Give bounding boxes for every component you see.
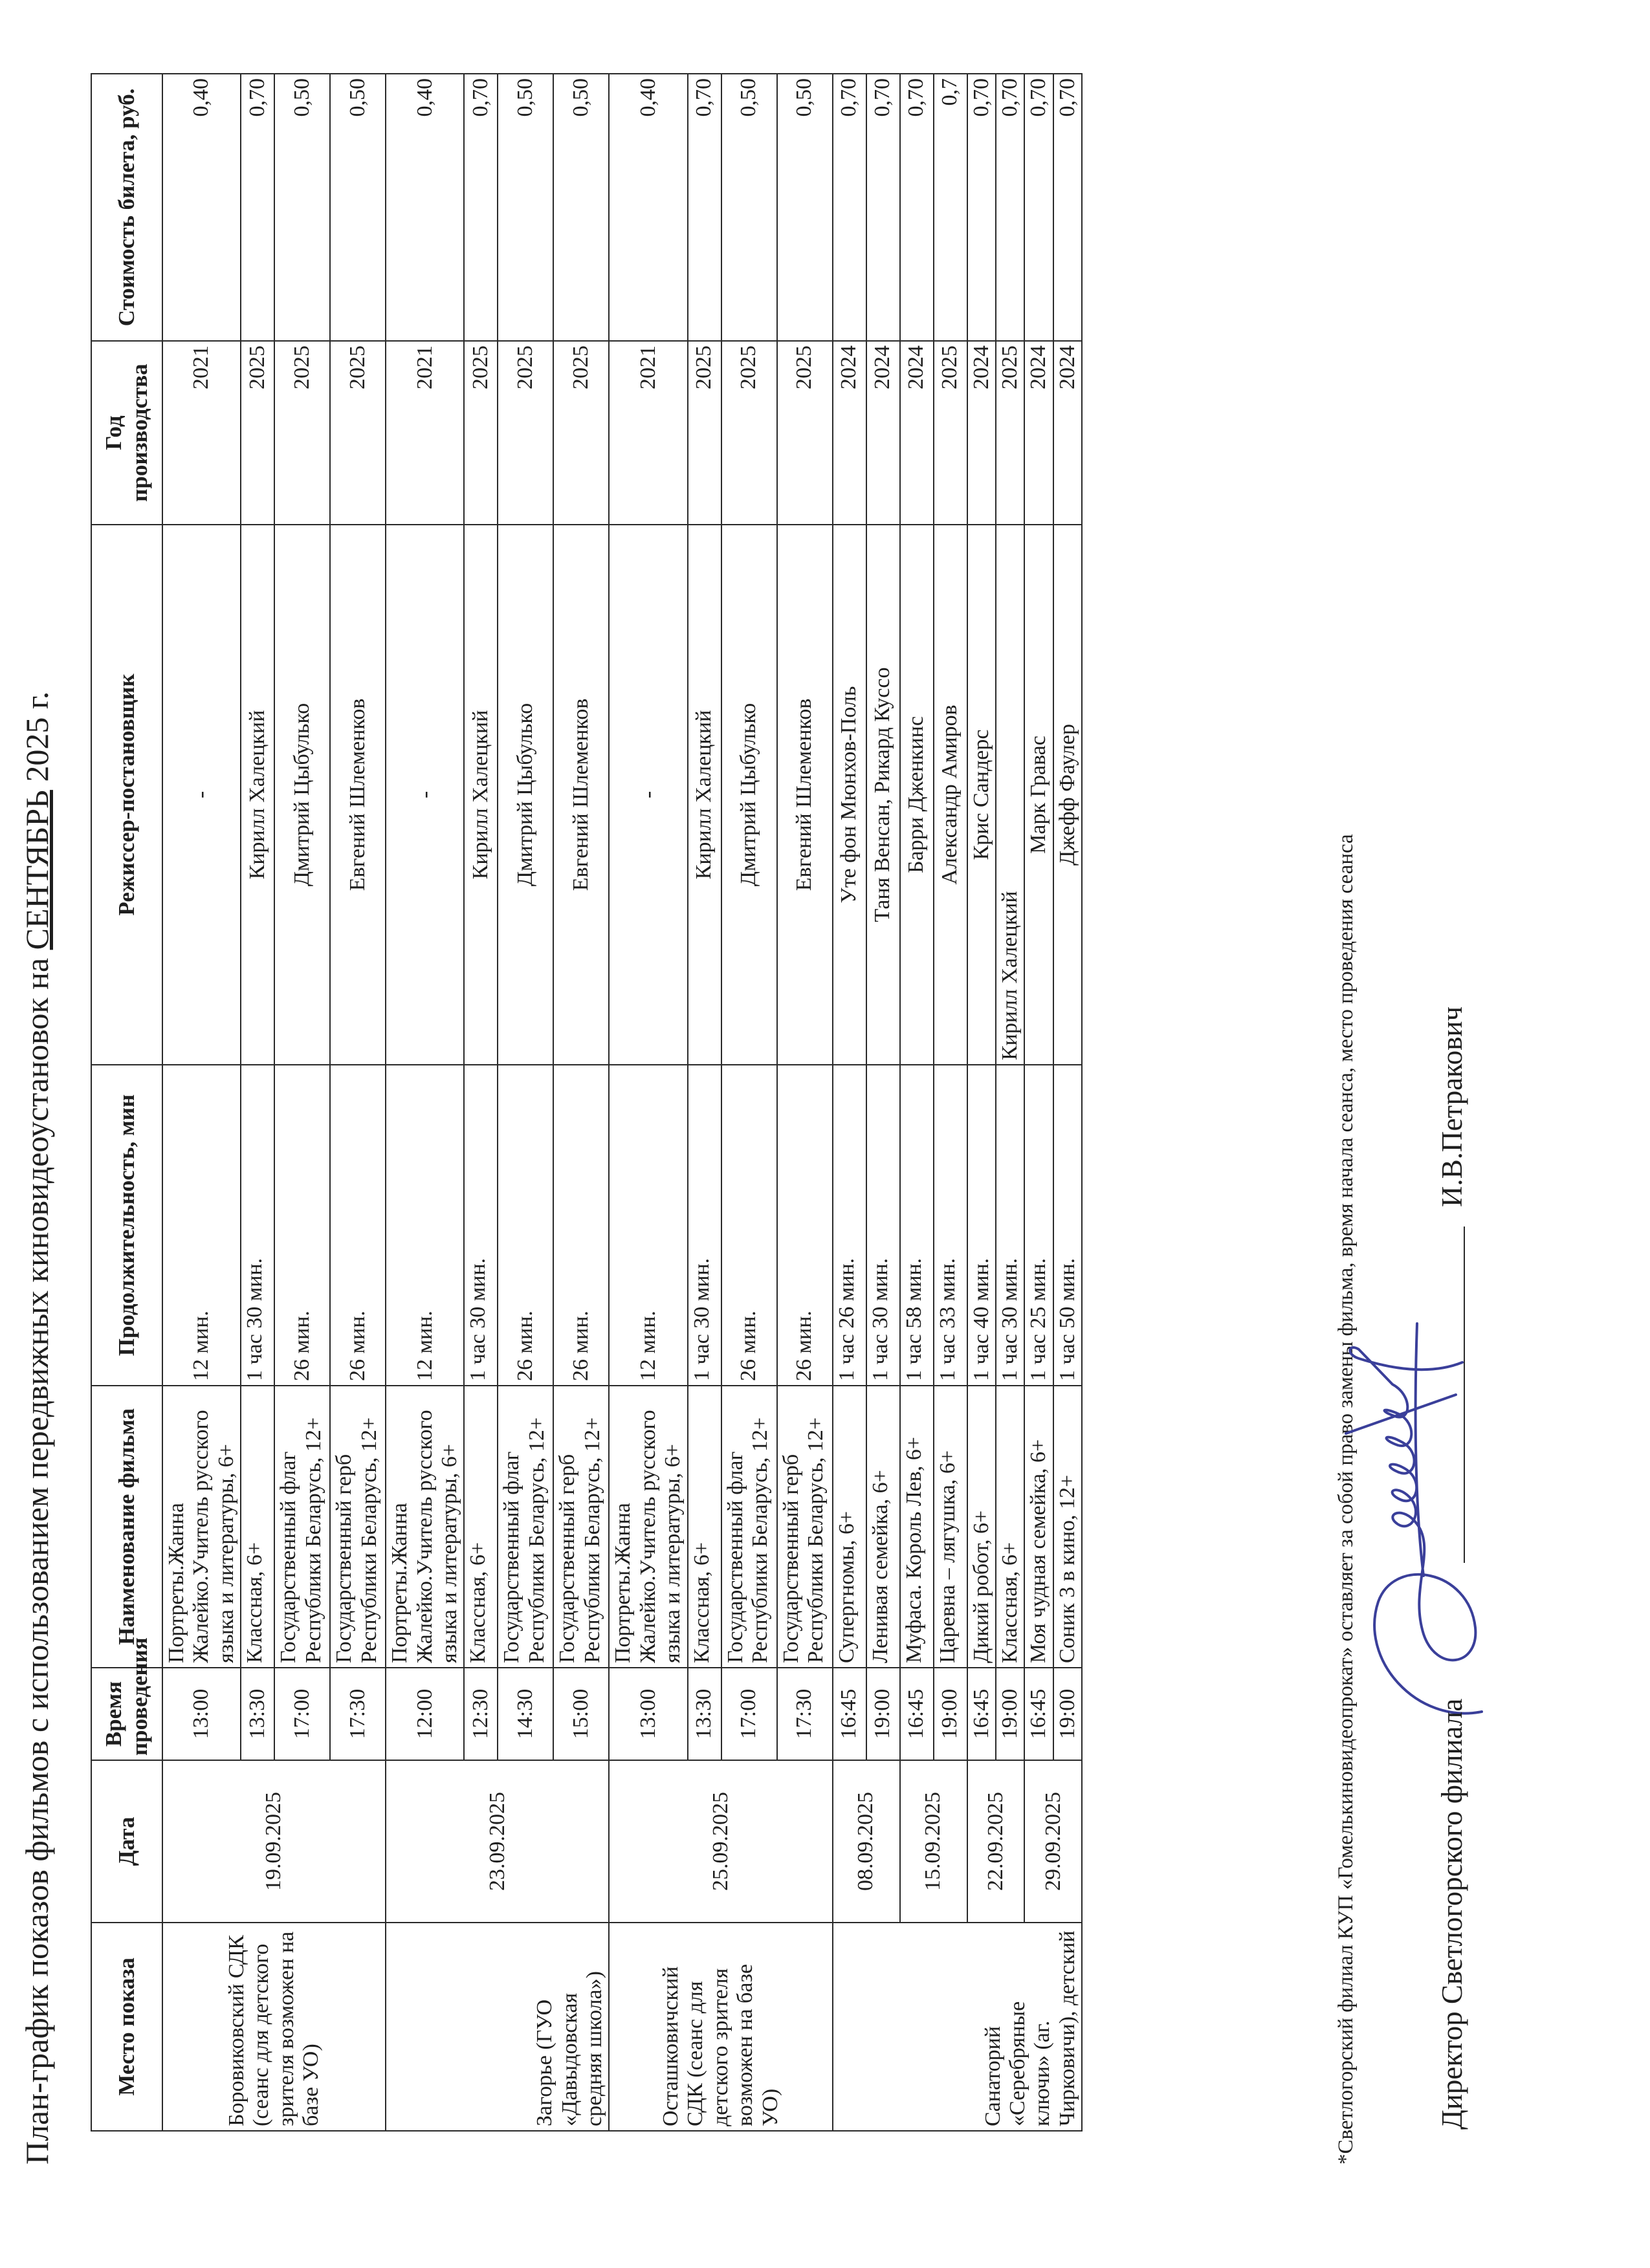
year-cell: 2025 [777,341,833,525]
title-month: СЕНТЯБРЬ [19,790,55,950]
duration-cell: 26 мин. [721,1065,777,1386]
date-cell: 25.09.2025 [609,1760,832,1923]
price-cell: 0,50 [553,74,609,341]
director-cell: Таня Венсан, Рикард Куссо [866,525,900,1065]
header-year: Год производства [91,341,162,525]
time-cell: 16:45 [1024,1668,1053,1760]
date-cell: 23.09.2025 [386,1760,609,1923]
film-cell: Государственный герб Республики Беларусь, 12+ [777,1386,833,1668]
year-cell: 2025 [498,341,553,525]
duration-cell: 26 мин. [553,1065,609,1386]
schedule-table [91,73,1083,2132]
header-director: Режиссер-постановщик [91,525,162,1065]
film-cell: Государственный флаг Республики Беларусь, 12+ [498,1386,553,1668]
table-row [967,74,996,2131]
header-duration: Продолжительность, мин [91,1065,162,1386]
film-cell: Классная, 6+ [464,1386,498,1668]
duration-cell: 12 мин. [609,1065,687,1386]
year-cell: 2025 [330,341,386,525]
title-text: План-график показов фильмов с использованием передвижных киновидеоустановок на [19,957,55,2164]
signatory-position: Директор Светлогорского филиала [1436,1698,1468,2130]
year-cell: 2024 [900,341,934,525]
director-cell: Барри Дженкинс [900,525,934,1065]
time-cell: 15:00 [553,1668,609,1760]
title-year: 2025 г. [19,691,55,782]
year-cell: 2025 [688,341,721,525]
year-cell: 2025 [553,341,609,525]
director-cell: Кирилл Халецкий [996,525,1024,1065]
director-cell: - [386,525,464,1065]
duration-cell: 1 час 30 мин. [241,1065,274,1386]
film-cell: Классная, 6+ [996,1386,1024,1668]
duration-cell: 1 час 40 мин. [967,1065,996,1386]
time-cell: 19:00 [934,1668,967,1760]
price-cell: 0,70 [833,74,866,341]
film-cell: Ленивая семейка, 6+ [866,1386,900,1668]
film-cell: Государственный флаг Республики Беларусь, 12+ [274,1386,330,1668]
film-cell: Государственный герб Республики Беларусь, 12+ [553,1386,609,1668]
price-cell: 0,50 [498,74,553,341]
time-cell: 16:45 [900,1668,934,1760]
header-place: Место показа [91,1923,162,2131]
director-cell: Евгений Шлеменков [777,525,833,1065]
time-cell: 12:00 [386,1668,464,1760]
year-cell: 2024 [967,341,996,525]
price-cell: 0,70 [688,74,721,341]
director-cell: Кирилл Халецкий [464,525,498,1065]
price-cell: 0,70 [996,74,1024,341]
film-cell: Государственный флаг Республики Беларусь, 12+ [721,1386,777,1668]
table-row [900,74,934,2131]
duration-cell: 12 мин. [386,1065,464,1386]
header-film: Наименование фильма [91,1386,162,1668]
film-cell: Портреты.Жанна Жалейко.Учитель русского языка и литературы, 6+ [162,1386,241,1668]
date-cell: 19.09.2025 [162,1760,386,1923]
duration-cell: 26 мин. [777,1065,833,1386]
year-cell: 2021 [386,341,464,525]
table-row [609,74,687,2131]
duration-cell: 12 мин. [162,1065,241,1386]
director-cell: Дмитрий Цыбулько [721,525,777,1065]
duration-cell: 1 час 58 мин. [900,1065,934,1386]
place-cell: Загорье (ГУО «Давыдовская средняя школа») [386,1923,609,2131]
time-cell: 19:00 [996,1668,1024,1760]
signature-line [1464,1227,1465,1563]
director-cell: - [162,525,241,1065]
date-cell: 08.09.2025 [833,1760,900,1923]
year-cell: 2025 [934,341,967,525]
time-cell: 13:30 [688,1668,721,1760]
director-cell: Уте фон Мюнхов-Поль [833,525,866,1065]
price-cell: 0,50 [721,74,777,341]
place-cell: Санаторий «Серебряные ключи» (аг. Чирковичи), детский [833,1923,1083,2131]
film-cell: Портреты.Жанна Жалейко.Учитель русского языка и литературы, 6+ [386,1386,464,1668]
director-cell: Дмитрий Цыбулько [498,525,553,1065]
film-cell: Соник 3 в кино, 12+ [1053,1386,1082,1668]
director-cell: Кирилл Халецкий [241,525,274,1065]
time-cell: 17:30 [777,1668,833,1760]
header-price: Стоимость билета, руб. [91,74,162,341]
director-cell: Евгений Шлеменков [553,525,609,1065]
film-cell: Классная, 6+ [688,1386,721,1668]
director-cell: Джефф Фаулер [1053,525,1082,1065]
signatory-name: И.В.Петракович [1436,1006,1468,1207]
place-cell: Боровиковский СДК (сеанс для детского зрителя возможен на базе УО) [162,1923,386,2131]
duration-cell: 26 мин. [330,1065,386,1386]
year-cell: 2024 [866,341,900,525]
table-row [1024,74,1053,2131]
duration-cell: 1 час 30 мин. [996,1065,1024,1386]
time-cell: 13:00 [162,1668,241,1760]
duration-cell: 1 час 26 мин. [833,1065,866,1386]
price-cell: 0,40 [609,74,687,341]
year-cell: 2025 [996,341,1024,525]
time-cell: 19:00 [866,1668,900,1760]
year-cell: 2025 [721,341,777,525]
duration-cell: 1 час 25 мин. [1024,1065,1053,1386]
duration-cell: 1 час 33 мин. [934,1065,967,1386]
director-cell: - [609,525,687,1065]
film-cell: Дикий робот, 6+ [967,1386,996,1668]
year-cell: 2025 [464,341,498,525]
film-cell: Муфаса. Король Лев, 6+ [900,1386,934,1668]
time-cell: 16:45 [967,1668,996,1760]
price-cell: 0,70 [1053,74,1082,341]
price-cell: 0,40 [162,74,241,341]
price-cell: 0,7 [934,74,967,341]
price-cell: 0,70 [241,74,274,341]
film-cell: Классная, 6+ [241,1386,274,1668]
year-cell: 2025 [241,341,274,525]
time-cell: 16:45 [833,1668,866,1760]
duration-cell: 1 час 30 мин. [866,1065,900,1386]
year-cell: 2025 [274,341,330,525]
duration-cell: 1 час 30 мин. [464,1065,498,1386]
duration-cell: 26 мин. [274,1065,330,1386]
price-cell: 0,50 [777,74,833,341]
director-cell: Марк Гравас [1024,525,1053,1065]
header-time: Время проведения [91,1668,162,1760]
price-cell: 0,70 [967,74,996,341]
time-cell: 17:00 [721,1668,777,1760]
time-cell: 19:00 [1053,1668,1082,1760]
year-cell: 2024 [833,341,866,525]
date-cell: 29.09.2025 [1024,1760,1082,1923]
header-date: Дата [91,1760,162,1923]
place-cell: Осташковичский СДК (сеанс для детского зрителя возможен на базе УО) [609,1923,832,2131]
price-cell: 0,70 [464,74,498,341]
time-cell: 13:30 [241,1668,274,1760]
time-cell: 12:30 [464,1668,498,1760]
date-cell: 15.09.2025 [900,1760,967,1923]
duration-cell: 26 мин. [498,1065,553,1386]
director-cell: Евгений Шлеменков [330,525,386,1065]
price-cell: 0,50 [274,74,330,341]
time-cell: 13:00 [609,1668,687,1760]
year-cell: 2024 [1024,341,1053,525]
film-cell: Государственный герб Республики Беларусь, 12+ [330,1386,386,1668]
document-title [18,94,56,2164]
duration-cell: 1 час 30 мин. [688,1065,721,1386]
footnote: *Светлогорский филиал КУП «Гомелькиновидеопрокат» оставляет за собой право замены фильма, время начала сеанса, место проведения сеанса [1334,834,1358,2164]
time-cell: 17:30 [330,1668,386,1760]
date-cell: 22.09.2025 [967,1760,1025,1923]
director-cell: Дмитрий Цыбулько [274,525,330,1065]
table-row [162,74,241,2131]
duration-cell: 1 час 50 мин. [1053,1065,1082,1386]
table-header-row [91,74,162,2131]
time-cell: 14:30 [498,1668,553,1760]
director-cell: Крис Сандерс [967,525,996,1065]
year-cell: 2024 [1053,341,1082,525]
price-cell: 0,40 [386,74,464,341]
price-cell: 0,50 [330,74,386,341]
handwritten-signature [1320,1233,1527,1738]
price-cell: 0,70 [866,74,900,341]
table-row [833,74,866,2131]
price-cell: 0,70 [900,74,934,341]
price-cell: 0,70 [1024,74,1053,341]
time-cell: 17:00 [274,1668,330,1760]
year-cell: 2021 [609,341,687,525]
director-cell: Александр Амиров [934,525,967,1065]
director-cell: Кирилл Халецкий [688,525,721,1065]
film-cell: Супергномы, 6+ [833,1386,866,1668]
table-row [386,74,464,2131]
year-cell: 2021 [162,341,241,525]
film-cell: Портреты.Жанна Жалейко.Учитель русского языка и литературы, 6+ [609,1386,687,1668]
film-cell: Моя чудная семейка, 6+ [1024,1386,1053,1668]
film-cell: Царевна – лягушка, 6+ [934,1386,967,1668]
